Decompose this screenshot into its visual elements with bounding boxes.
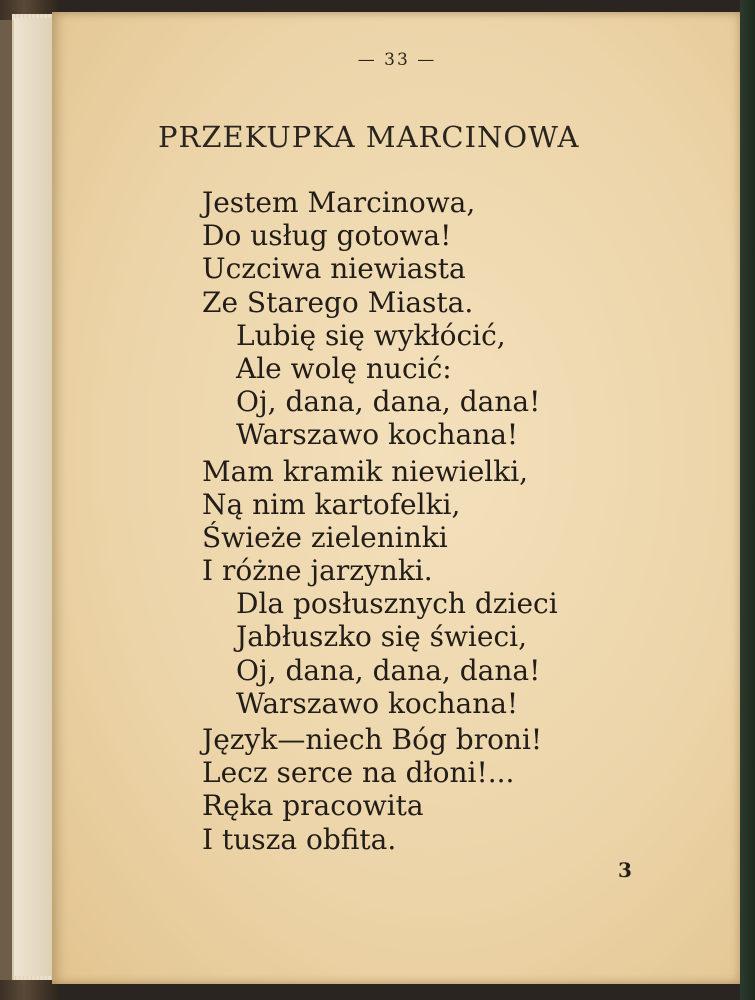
poem-line: I różne jarzynki. xyxy=(202,554,433,588)
book-page xyxy=(52,12,742,984)
poem-line: Język—niech Bóg broni! xyxy=(202,723,543,756)
poem-line: Jabłuszko się świeci, xyxy=(236,620,527,654)
poem-line: Do usług gotowa! xyxy=(202,219,452,253)
poem-line: Świeże zieleninki xyxy=(202,520,448,554)
printer-signature-mark: 3 xyxy=(618,858,632,882)
poem-line: Ręka pracowita xyxy=(202,789,424,823)
poem-line: Oj, dana, dana, dana! xyxy=(236,385,541,419)
page-number-header: — 33 — xyxy=(357,50,437,70)
poem-line: Ze Starego Miasta. xyxy=(202,285,474,319)
poem-line: Warszawo kochana! xyxy=(236,418,519,452)
poem-line: Mam kramik niewielki, xyxy=(202,454,529,488)
poem-line: Ną nim kartofelki, xyxy=(202,487,461,521)
poem-line: Lecz serce na dłoni!... xyxy=(202,756,515,790)
poem-line: Warszawo kochana! xyxy=(236,686,519,720)
poem-line: Oj, dana, dana, dana! xyxy=(236,653,541,687)
poem-line: Ale wolę nucić: xyxy=(236,351,452,385)
cover-edge xyxy=(0,20,14,980)
poem-line: Uczciwa niewiasta xyxy=(202,252,466,286)
book-cover-right xyxy=(740,0,755,1000)
poem-title: PRZEKUPKA MARCINOWA xyxy=(158,120,580,154)
poem-line: Dla posłusznych dzieci xyxy=(236,587,558,621)
blank-leaf xyxy=(14,18,54,976)
poem-body xyxy=(202,186,558,856)
poem-line: Jestem Marcinowa, xyxy=(202,186,476,219)
poem-line: I tusza obfita. xyxy=(202,822,397,856)
poem-line: Lubię się wykłócić, xyxy=(236,318,506,352)
